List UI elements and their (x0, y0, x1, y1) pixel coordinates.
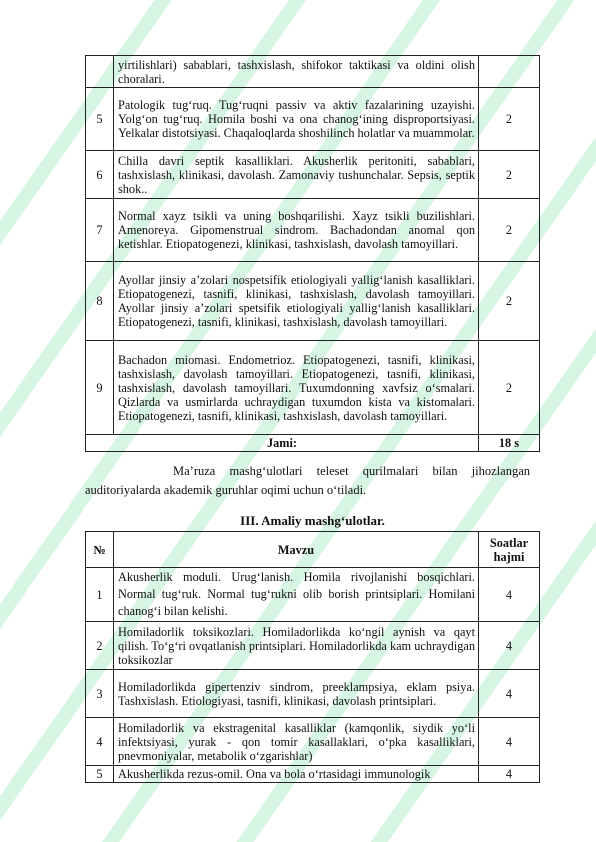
section-title: III. Amaliy mashg‘ulotlar. (240, 513, 385, 528)
header-row (86, 532, 540, 568)
total-row (86, 435, 540, 452)
header-topic: Mavzu (114, 532, 479, 568)
table-row (86, 718, 540, 766)
row-number: 9 (86, 341, 114, 435)
table-row (86, 622, 540, 670)
row-number (86, 56, 114, 88)
row-topic: Homiladorlik toksikozlari. Homiladorlikda ko‘ngil aynish va qayt qilish. To‘g‘ri ovqatlanish printsiplari. Homiladorlikda kam uchraydigan toksikozlar (114, 622, 479, 670)
practical-table (85, 531, 540, 783)
row-number: 5 (86, 88, 114, 151)
lectures-table (85, 55, 540, 452)
row-number: 7 (86, 199, 114, 262)
total-value: 18 s (479, 435, 540, 452)
row-topic: yirtilishlari) sabablari, tashxislash, shifokor taktikasi va oldini olish choralari. (114, 56, 479, 88)
body-paragraph: Ma’ruza mashg‘ulotlari teleset qurilmalari bilan jihozlangan auditoriyalarda akademik guruhlar oqimi uchun o‘tiladi. (85, 464, 530, 497)
row-topic: Homiladorlik va ekstragenital kasalliklar (kamqonlik, siydik yo‘li infektsiyasi, yurak - qon tomir kasallaklari, o‘pka kasalliklari, pnevmoniyalar, metabolik o‘zgarishlar) (114, 718, 479, 766)
row-hours: 2 (479, 341, 540, 435)
row-number: 5 (86, 766, 114, 783)
table-row (86, 568, 540, 622)
row-hours: 4 (479, 718, 540, 766)
table-row (86, 88, 540, 151)
row-hours (479, 56, 540, 88)
table-row (86, 766, 540, 783)
row-hours: 4 (479, 622, 540, 670)
table-row (86, 341, 540, 435)
row-hours: 4 (479, 766, 540, 783)
total-label: Jami: (86, 435, 479, 452)
row-topic: Chilla davri septik kasalliklari. Akusherlik peritoniti, sabablari, tashxislash, klinikasi, davolash. Zamonaviy tushunchalar. Sepsis, septik shok.. (114, 151, 479, 199)
row-hours: 2 (479, 88, 540, 151)
row-topic: Bachadon miomasi. Endometrioz. Etiopatogenezi, tasnifi, klinikasi, tashxislash, davolash tamoyillari. Etiopatogenezi, tasnifi, klinikasi, tashxislash, davolash tamoyillari. Tuxumdonning xavfsiz o‘smalari. Qizlarda va usmirlarda uchraydigan tuxumdon kista va kistomalari. Etiopatogenezi, tasnifi, klinikasi, tashxislash, davolash tamoyillari. (114, 341, 479, 435)
row-hours: 2 (479, 262, 540, 341)
row-topic: Akusherlik moduli. Urug‘lanish. Homila rivojlanishi bosqichlari. Normal tug‘ruk. Normal tug‘rukni olib borish printsiplari. Homilani chanog‘i bilan kelishi. (114, 568, 479, 622)
row-topic: Ayollar jinsiy a’zolari nospetsifik etiologiyali yallig‘lanish kasalliklari. Etiopatogenezi, tasnifi, klinikasi, tashxislash, davolash tamoyillari. Ayollar jinsiy a’zolari spetsifik etiologiyali yallig‘lanish kasalliklari. Etiopatogenezi, tasnifi, klinikasi, tashxislash, davolash tamoyillari. (114, 262, 479, 341)
row-number: 1 (86, 568, 114, 622)
table-row (86, 151, 540, 199)
row-topic: Normal xayz tsikli va uning boshqarilishi. Xayz tsikli buzilishlari. Amenoreya. Gipomenstrual sindrom. Bachadondan anomal qon ketishlar. Etiopatogenezi, klinikasi, tashxislash, davolash tamoyillari. (114, 199, 479, 262)
row-hours: 2 (479, 199, 540, 262)
row-topic: Patologik tug‘ruq. Tug‘ruqni passiv va aktiv fazalarining uzayishi. Yolg‘on tug‘ruq. Homila boshi va ona chanog‘ining disproportsiyasi. Yelkalar distotsiyasi. Chaqaloqlarda shoshilinch holatlar va muammolar. (114, 88, 479, 151)
table-row (86, 199, 540, 262)
header-hours: Soatlar hajmi (479, 532, 540, 568)
row-hours: 2 (479, 151, 540, 199)
row-hours: 4 (479, 568, 540, 622)
row-number: 2 (86, 622, 114, 670)
row-number: 6 (86, 151, 114, 199)
row-number: 3 (86, 670, 114, 718)
row-number: 4 (86, 718, 114, 766)
row-number: 8 (86, 262, 114, 341)
table-row (86, 262, 540, 341)
table-row (86, 670, 540, 718)
row-topic: Homiladorlikda gipertenziv sindrom, preeklampsiya, eklam psiya. Tashxislash. Etiologiyasi, tasnifi, klinikasi, davolash printsiplari. (114, 670, 479, 718)
header-number: № (86, 532, 114, 568)
table-row (86, 56, 540, 88)
row-hours: 4 (479, 670, 540, 718)
row-topic: Akusherlikda rezus-omil. Ona va bola o‘rtasidagi immunologik (114, 766, 479, 783)
